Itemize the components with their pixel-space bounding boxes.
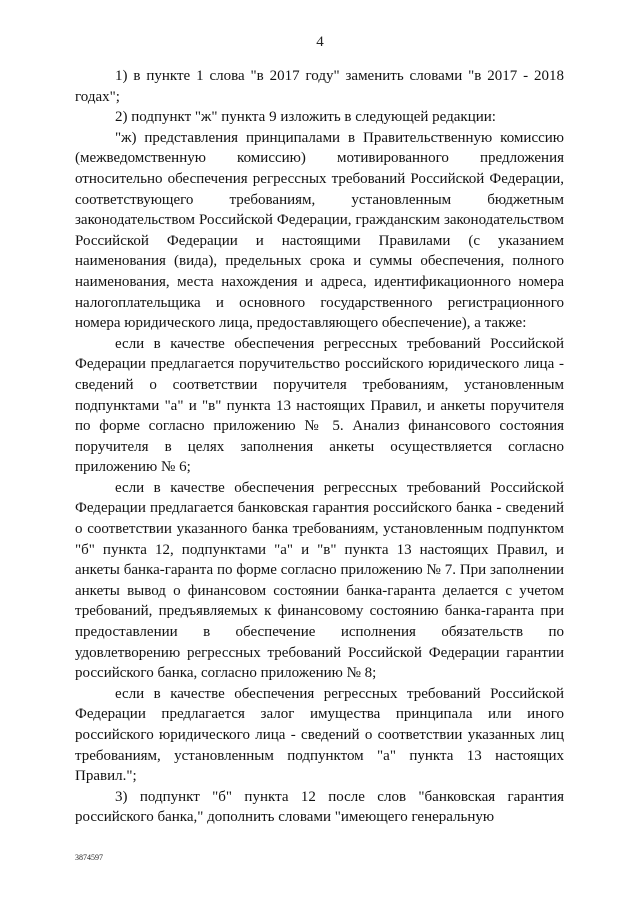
paragraph-item-2: 2) подпункт "ж" пункта 9 изложить в следующей редакции: (115, 109, 496, 126)
paragraph-subitem-zh: "ж) представления принципалами в Правительственную комиссию (межведомственную комиссию) мотивированного предложения относительно обеспечения регрессных требований Российской Федерации, соответствующего требованиям, установленным бюджетным законодательством Российской Федерации, гражданским законодательством Российской Федерации и настоящими Правилами (с указанием наименования (вида), предельных срока и суммы обеспечения, полного наименования, места нахождения и адреса, идентификационного номера налогоплательщика и основного государственного регистрационного номера юридического лица, предоставляющего обеспечение), а также: (75, 129, 564, 332)
document-code: 3874597 (75, 853, 103, 862)
paragraph-item-1: 1) в пункте 1 слова "в 2017 году" заменить словами "в 2017 - 2018 годах"; (75, 68, 564, 105)
paragraph-pledge: если в качестве обеспечения регрессных требований Российской Федерации предлагается залог имущества принципала или иного российского юридического лица - сведений о соответствии указанных лиц требованиям, установленным подпунктом "а" пункта 13 настоящих Правил."; (75, 685, 564, 785)
document-body (75, 66, 564, 828)
paragraph-surety: если в качестве обеспечения регрессных требований Российской Федерации предлагается поручительство российского юридического лица - сведений о соответствии поручителя требованиям, установленным подпунктами "а" и "в" пункта 13 настоящих Правил, и анкеты поручителя по форме согласно приложению № 5. Анализ финансового состояния поручителя в целях заполнения анкеты осуществляется согласно приложению № 6; (75, 335, 564, 476)
paragraph-bank-guarantee: если в качестве обеспечения регрессных требований Российской Федерации предлагается банковская гарантия российского банка - сведений о соответствии указанного банка требованиям, установленным подпунктом "б" пункта 12, подпунктами "а" и "в" пункта 13 настоящих Правил, и анкеты банка-гаранта по форме согласно приложению № 7. При заполнении анкеты вывод о финансовом состоянии банка-гаранта делается с учетом требований, предъявляемых к финансовому состоянию банка-гаранта при предоставлении в обеспечение исполнения обязательств по удовлетворению регрессных требований Российской Федерации гарантии российского банка, согласно приложению № 8; (75, 479, 564, 682)
page-number: 4 (316, 34, 324, 50)
paragraph-item-3: 3) подпункт "б" пункта 12 после слов "банковская гарантия российского банка," дополнить словами "имеющего генеральную (75, 788, 564, 826)
